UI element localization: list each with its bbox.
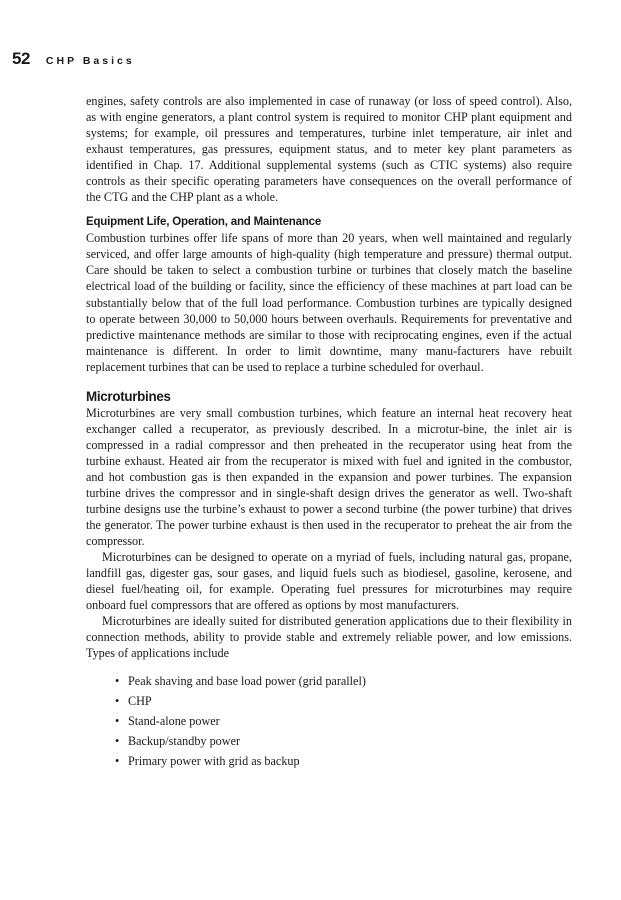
bullet-icon: •: [115, 734, 120, 749]
heading-equipment-life: Equipment Life, Operation, and Maintenance: [86, 216, 322, 229]
page-number: 52: [12, 49, 30, 68]
paragraph-microturbines-2: Microturbines can be designed to operate on a myriad of fuels, including natural gas, propane, landfill gas, digester gas, sour gases, and liquid fuels such as biodiesel, gasoline, kerosene, and diesel fuel/heating oil, for example. Operating fuel pressures for microturbines may require onboard fuel compressors that are offered as options by most manufacturers.: [86, 550, 572, 613]
bullet-icon: •: [115, 754, 120, 769]
list-item-text: CHP: [128, 693, 152, 708]
bullet-icon: •: [115, 713, 120, 728]
paragraph-equipment-life: Combustion turbines offer life spans of more than 20 years, when well maintained and regularly serviced, and offer large amounts of high-quality (high temperature and pressure) thermal output. Care should be taken to select a combustion turbine or turbines that closely match the baseline electrical load of the building or facility, since the efficiency of these machines at part load can be substantially below that of the full load performance. Combustion turbines are typically designed to operate between 30,000 to 50,000 hours between overhauls. Requirements for preventative and predictive maintenance methods are similar to those with reciprocating engines, even if the actual maintenance is different. In order to limit downtime, many manu-facturers have rebuilt replacement turbines that can be used to replace a turbine scheduled for overhaul.: [86, 231, 572, 374]
running-head: [12, 49, 135, 71]
list-item: [115, 733, 572, 749]
list-item-text: Stand-alone power: [128, 713, 220, 728]
list-item-text: Primary power with grid as backup: [128, 754, 300, 769]
list-item: [115, 713, 572, 729]
paragraph-intro: engines, safety controls are also implemented in case of runaway (or loss of speed control). Also, as with engine generators, a plant control system is required to monitor CHP plant equipment and systems; for example, oil pressures and temperatures, turbine inlet temperature, air inlet and exhaust temperatures, gas pressures, equipment status, and to meter key plant parameters as identified in Chap. 17. Additional supplemental systems (such as CTIC systems) also require controls as their specific operating parameters have consequences on the overall performance of the CTG and the CHP plant as a whole.: [86, 94, 572, 205]
bullet-icon: •: [115, 673, 120, 688]
running-title: CHP Basics: [45, 55, 135, 67]
list-item-text: Backup/standby power: [128, 734, 241, 749]
page-body: [86, 93, 572, 773]
heading-microturbines: Microturbines: [86, 388, 171, 404]
paragraph-microturbines-3: Microturbines are ideally suited for distributed generation applications due to their flexibility in connection methods, ability to provide stable and extremely reliable power, and low emissions. Types of applications include: [86, 614, 572, 661]
paragraph-microturbines-1: Microturbines are very small combustion turbines, which feature an internal heat recovery heat exchanger called a recuperator, as previously described. In a microtur-bine, the inlet air is compressed in a radial compressor and then preheated in the recuperator using heat from the turbine exhaust. Heated air from the recuperator is mixed with fuel and ignited in the combustor, and hot combustion gas is then expanded in the expansion and power turbines. The expansion turbine drives the compressor and in single-shaft design drives the generator as well. Two-shaft turbine designs use the turbine’s exhaust to power a second turbine (the power turbine) that drives the generator. The power turbine exhaust is then used in the recuperator to preheat the air from the compressor.: [86, 405, 572, 549]
applications-list: [86, 673, 572, 770]
list-item: [115, 693, 572, 709]
list-item: [115, 753, 572, 769]
list-item: [115, 673, 572, 689]
bullet-icon: •: [115, 693, 120, 708]
list-item-text: Peak shaving and base load power (grid parallel): [128, 673, 366, 688]
